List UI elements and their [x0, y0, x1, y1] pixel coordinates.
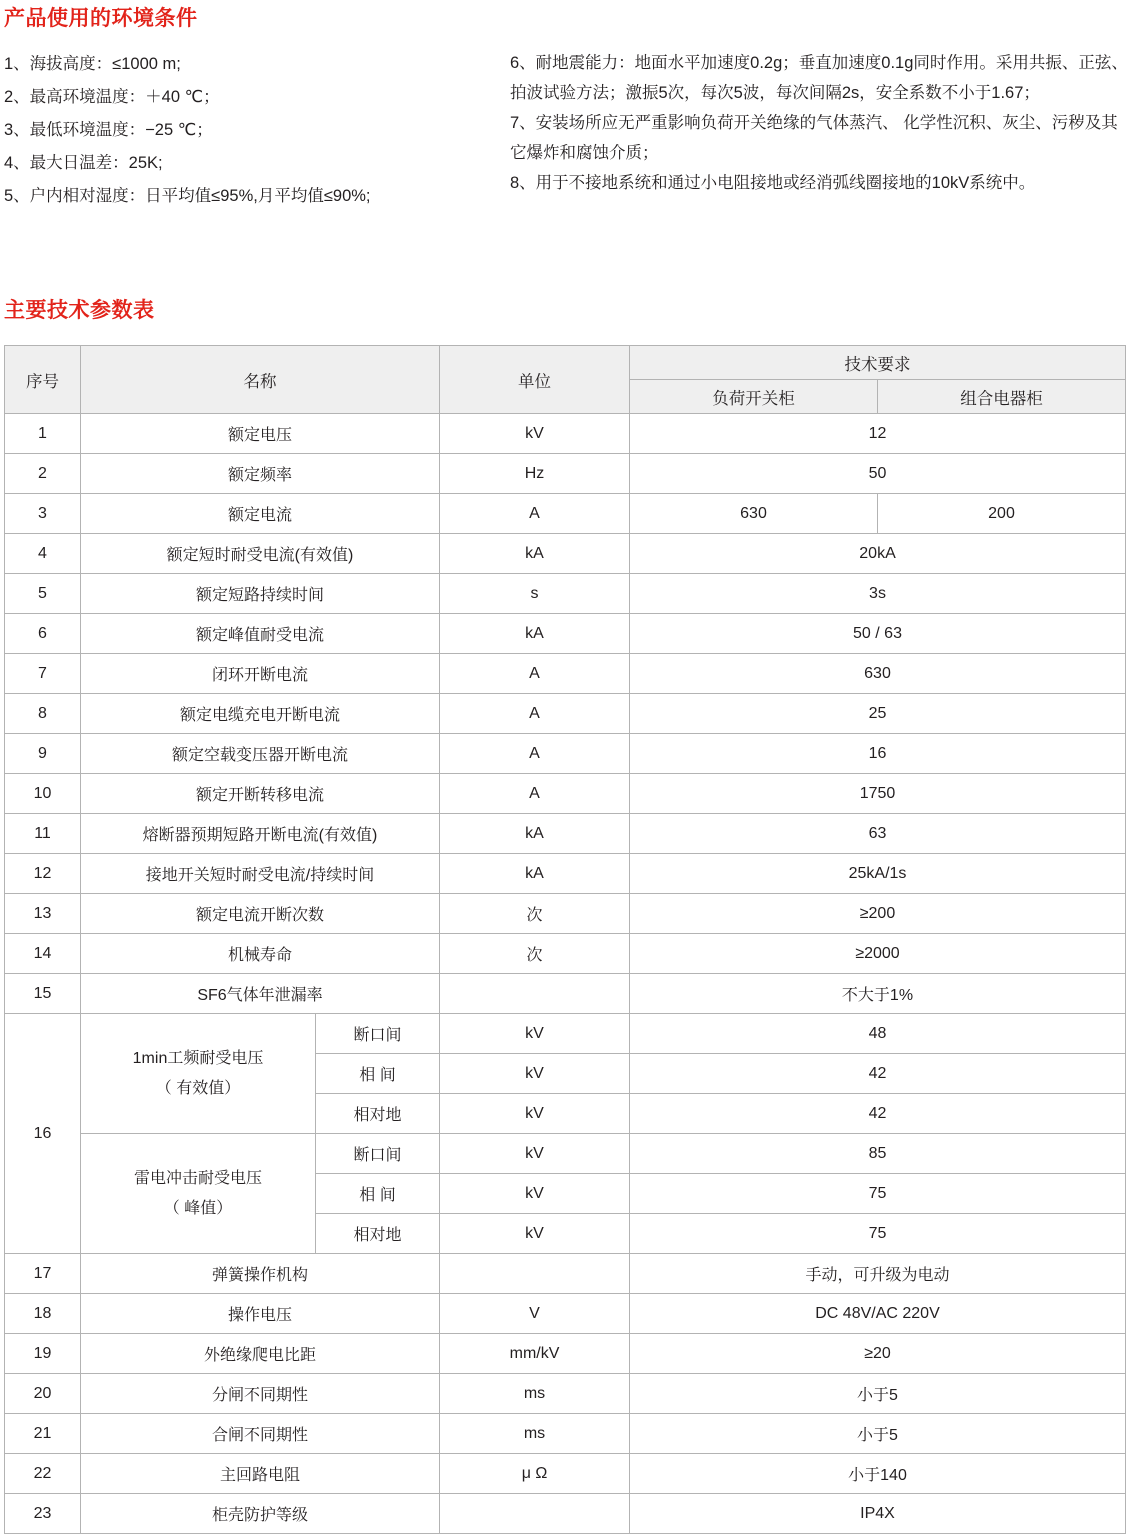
table-row: [5, 534, 1126, 574]
table-row: [5, 814, 1126, 854]
table-row: [5, 1334, 1126, 1374]
cell-value: 75: [630, 1174, 1126, 1214]
env-item: 4、最大日温差：25K;: [4, 154, 163, 172]
cell-value-load-switch: 630: [630, 494, 878, 534]
table-row: [5, 1494, 1126, 1534]
table-row: [5, 734, 1126, 774]
table-row: [5, 494, 1126, 534]
cell-subrow-label: 相 间: [316, 1174, 440, 1214]
cell-unit: A: [440, 654, 630, 694]
cell-unit: kA: [440, 614, 630, 654]
cell-name: 额定短路持续时间: [81, 574, 440, 614]
cell-unit: kA: [440, 854, 630, 894]
cell-name: 额定电压: [81, 414, 440, 454]
cell-value: 不大于1%: [630, 974, 1126, 1014]
cell-value: 16: [630, 734, 1126, 774]
cell-no: 3: [5, 494, 81, 534]
cell-value: 50: [630, 454, 1126, 494]
cell-name: 主回路电阻: [81, 1454, 440, 1494]
cell-value: 25kA/1s: [630, 854, 1126, 894]
env-item: 7、安装场所应无严重影响负荷开关绝缘的气体蒸汽、 化学性沉积、灰尘、污秽及其它爆炸和腐蚀介质；: [510, 114, 1118, 162]
cell-unit: s: [440, 574, 630, 614]
cell-name: 额定短时耐受电流(有效值): [81, 534, 440, 574]
cell-unit: [440, 1254, 630, 1294]
cell-unit: kV: [440, 1214, 630, 1254]
cell-value: IP4X: [630, 1494, 1126, 1534]
cell-unit: kA: [440, 814, 630, 854]
cell-name: 闭环开断电流: [81, 654, 440, 694]
cell-value: 12: [630, 414, 1126, 454]
cell-value: 小于140: [630, 1454, 1126, 1494]
cell-value: 小于5: [630, 1414, 1126, 1454]
table-row: [5, 894, 1126, 934]
environment-right-column: [510, 48, 1130, 213]
environment-conditions-block: [0, 48, 1130, 213]
cell-value: 42: [630, 1054, 1126, 1094]
cell-no: 19: [5, 1334, 81, 1374]
cell-value: 75: [630, 1214, 1126, 1254]
cell-unit: A: [440, 774, 630, 814]
header-unit: 单位: [440, 346, 630, 414]
cell-unit: mm/kV: [440, 1334, 630, 1374]
table-row: [5, 774, 1126, 814]
table-row: [5, 854, 1126, 894]
cell-no: 11: [5, 814, 81, 854]
cell-unit: kV: [440, 1094, 630, 1134]
cell-name: 机械寿命: [81, 934, 440, 974]
cell-no: 14: [5, 934, 81, 974]
table-row: [5, 1454, 1126, 1494]
table-body: [5, 414, 1126, 1534]
cell-unit: kV: [440, 414, 630, 454]
cell-no: 17: [5, 1254, 81, 1294]
cell-no: 21: [5, 1414, 81, 1454]
cell-no: 1: [5, 414, 81, 454]
cell-unit: [440, 1494, 630, 1534]
env-item: 5、户内相对湿度：日平均值≤95%,月平均值≤90%;: [4, 187, 371, 205]
cell-no: 10: [5, 774, 81, 814]
table-row: [5, 974, 1126, 1014]
cell-unit: μ Ω: [440, 1454, 630, 1494]
environment-left-column: [0, 48, 510, 213]
env-item: 1、海拔高度：≤1000 m;: [4, 55, 181, 73]
header-name: 名称: [81, 346, 440, 414]
page-title-parameters: 主要技术参数表: [4, 299, 155, 322]
table-row: [5, 694, 1126, 734]
env-item: 2、最高环境温度：＋40 ℃；: [4, 88, 220, 106]
cell-value: DC 48V/AC 220V: [630, 1294, 1126, 1334]
cell-name: 额定开断转移电流: [81, 774, 440, 814]
cell-name: 接地开关短时耐受电流/持续时间: [81, 854, 440, 894]
cell-unit: A: [440, 494, 630, 534]
cell-name-group: [81, 1134, 316, 1254]
cell-unit: 次: [440, 894, 630, 934]
cell-unit: A: [440, 694, 630, 734]
table-row: [5, 654, 1126, 694]
header-requirement: 技术要求: [630, 346, 1126, 380]
env-item: 3、最低环境温度：−25 ℃；: [4, 121, 213, 139]
cell-value: 25: [630, 694, 1126, 734]
cell-no: 16: [5, 1014, 81, 1254]
cell-no: 22: [5, 1454, 81, 1494]
cell-unit: Hz: [440, 454, 630, 494]
cell-unit: kV: [440, 1134, 630, 1174]
cell-name: 操作电压: [81, 1294, 440, 1334]
header-no: 序号: [5, 346, 81, 414]
table-row: [5, 934, 1126, 974]
cell-name-group: [81, 1014, 316, 1134]
cell-subrow-label: 断口间: [316, 1134, 440, 1174]
cell-name: 额定频率: [81, 454, 440, 494]
cell-subrow-label: 相 间: [316, 1054, 440, 1094]
cell-subrow-label: 相对地: [316, 1094, 440, 1134]
cell-unit: kV: [440, 1054, 630, 1094]
cell-no: 7: [5, 654, 81, 694]
cell-unit: kV: [440, 1014, 630, 1054]
cell-value: 1750: [630, 774, 1126, 814]
cell-no: 18: [5, 1294, 81, 1334]
cell-name: 外绝缘爬电比距: [81, 1334, 440, 1374]
table-row: [5, 1254, 1126, 1294]
cell-value: ≥2000: [630, 934, 1126, 974]
cell-name: 额定电流: [81, 494, 440, 534]
cell-value-combined: 200: [878, 494, 1126, 534]
cell-name: 分闸不同期性: [81, 1374, 440, 1414]
cell-no: 8: [5, 694, 81, 734]
table-row: [5, 1134, 1126, 1174]
cell-name: 额定电流开断次数: [81, 894, 440, 934]
cell-no: 13: [5, 894, 81, 934]
cell-name: 额定电缆充电开断电流: [81, 694, 440, 734]
cell-unit: [440, 974, 630, 1014]
cell-value: 50 / 63: [630, 614, 1126, 654]
page-title-environment: 产品使用的环境条件: [4, 7, 198, 30]
cell-value: 20kA: [630, 534, 1126, 574]
group-name-line2: （ 峰值）: [163, 1199, 233, 1217]
header-sub-combined: 组合电器柜: [878, 380, 1126, 414]
table-row: [5, 1414, 1126, 1454]
cell-subrow-label: 断口间: [316, 1014, 440, 1054]
table-row: [5, 614, 1126, 654]
table-row: [5, 574, 1126, 614]
cell-unit: ms: [440, 1374, 630, 1414]
cell-value: ≥20: [630, 1334, 1126, 1374]
cell-no: 20: [5, 1374, 81, 1414]
cell-no: 23: [5, 1494, 81, 1534]
cell-name: 额定峰值耐受电流: [81, 614, 440, 654]
table-header-row-1: [5, 346, 1126, 380]
cell-value: 手动，可升级为电动: [630, 1254, 1126, 1294]
group-name-line2: （ 有效值）: [155, 1079, 241, 1097]
cell-unit: ms: [440, 1414, 630, 1454]
group-name-line1: 1min工频耐受电压: [132, 1049, 264, 1067]
table-row: [5, 454, 1126, 494]
table-row: [5, 414, 1126, 454]
cell-no: 6: [5, 614, 81, 654]
table-row: [5, 1014, 1126, 1054]
cell-unit: V: [440, 1294, 630, 1334]
cell-name: 额定空载变压器开断电流: [81, 734, 440, 774]
cell-name: 熔断器预期短路开断电流(有效值): [81, 814, 440, 854]
table-row: [5, 1374, 1126, 1414]
cell-value: 42: [630, 1094, 1126, 1134]
cell-value: 48: [630, 1014, 1126, 1054]
cell-no: 5: [5, 574, 81, 614]
cell-value: 630: [630, 654, 1126, 694]
table-row: [5, 1294, 1126, 1334]
cell-no: 15: [5, 974, 81, 1014]
cell-value: 63: [630, 814, 1126, 854]
table-header: [5, 346, 1126, 414]
cell-no: 4: [5, 534, 81, 574]
env-item: 6、耐地震能力：地面水平加速度0.2g；垂直加速度0.1g同时作用。采用共振、正弦、拍波试验方法；激振5次，每次5波，每次间隔2s，安全系数不小于1.67；: [510, 54, 1128, 102]
header-sub-load-switch: 负荷开关柜: [630, 380, 878, 414]
cell-value: 小于5: [630, 1374, 1126, 1414]
cell-name: 弹簧操作机构: [81, 1254, 440, 1294]
cell-no: 2: [5, 454, 81, 494]
cell-value: 85: [630, 1134, 1126, 1174]
cell-value: 3s: [630, 574, 1126, 614]
cell-unit: kA: [440, 534, 630, 574]
cell-name: 柜壳防护等级: [81, 1494, 440, 1534]
group-name-line1: 雷电冲击耐受电压: [133, 1169, 262, 1187]
cell-unit: 次: [440, 934, 630, 974]
cell-name: 合闸不同期性: [81, 1414, 440, 1454]
specifications-table: [4, 345, 1126, 1534]
cell-value: ≥200: [630, 894, 1126, 934]
cell-name: SF6气体年泄漏率: [81, 974, 440, 1014]
env-item: 8、用于不接地系统和通过小电阻接地或经消弧线圈接地的10kV系统中。: [510, 174, 1036, 192]
cell-unit: kV: [440, 1174, 630, 1214]
cell-no: 12: [5, 854, 81, 894]
cell-unit: A: [440, 734, 630, 774]
cell-subrow-label: 相对地: [316, 1214, 440, 1254]
cell-no: 9: [5, 734, 81, 774]
